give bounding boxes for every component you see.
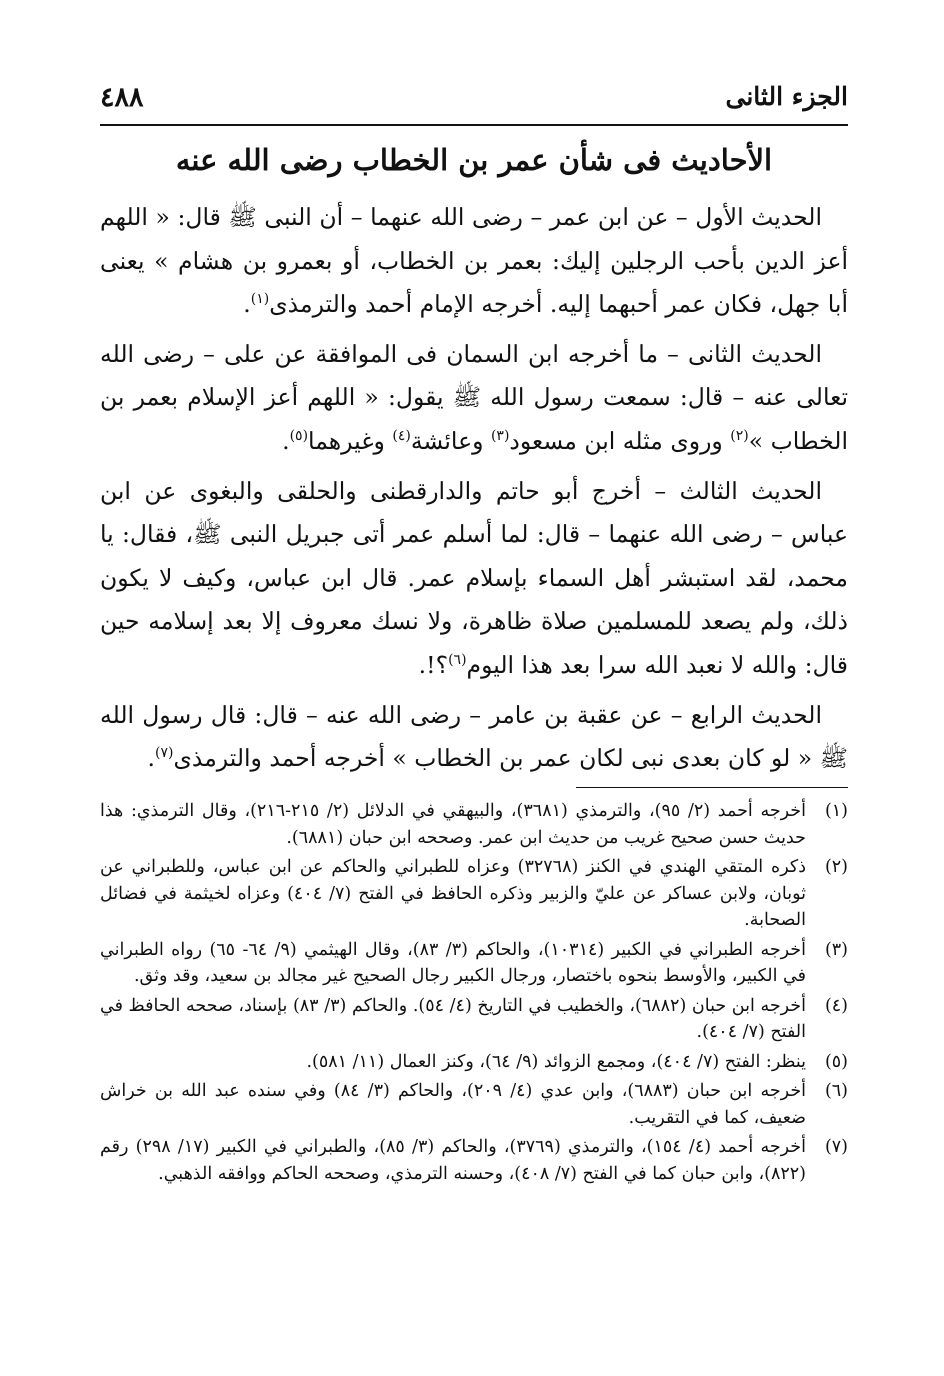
footnote-text: أخرجه الطبراني في الكبير (١٠٣١٤)، والحاكم (٣/ ٨٣)، وقال الهيثمي (٩/ ٦٤- ٦٥) رواه الطبراني في الكبير، والأوسط بنحوه باختصار، ورجال الكبير رجال الصحيح غير مجالد بن سعيد، وقد وثق.: [100, 939, 806, 986]
main-text: [100, 196, 848, 787]
footnote-separator: [576, 787, 848, 788]
footnote-reference: (٢): [730, 428, 749, 445]
footnotes-section: [100, 798, 848, 1190]
footnote-text: ينظر: الفتح (٧/ ٤٠٤)، ومجمع الزوائد (٩/ ٦٤)، وكنز العمال (١١/ ٥٨١).: [306, 1051, 806, 1072]
hadith-text: ؟!.: [418, 650, 449, 679]
footnote-number: (٤): [824, 995, 848, 1016]
hadith-paragraph: [100, 196, 848, 327]
footnote-reference: (١): [250, 291, 270, 308]
footnote-number: (٢): [824, 857, 848, 877]
footnote-text: أخرجه ابن حبان (٦٨٨٢)، والخطيب في التاريخ (٤/ ٥٤). والحاكم (٣/ ٨٣) بإسناد، صححه الحافظ في الفتح (٧/ ٤٠٤).: [100, 995, 806, 1042]
footnote-text: أخرجه ابن حبان (٦٨٨٣)، وابن عدي (٤/ ٢٠٩)، والحاكم (٣/ ٨٤) وفي سنده عبد الله بن خراش ضعيف، كما في التقريب.: [100, 1081, 806, 1128]
footnote-number: (٦): [824, 1081, 848, 1101]
page-header: [100, 82, 848, 122]
footnote-reference: (٧): [155, 745, 174, 762]
hadith-paragraph: [100, 333, 848, 464]
hadith-paragraph: [100, 694, 848, 781]
part-title: الجزء الثانى: [725, 82, 848, 111]
hadith-text: .: [282, 426, 290, 455]
chapter-title: الأحاديث فى شأن عمر بن الخطاب رضى الله عنه: [175, 143, 773, 177]
footnote: [100, 854, 848, 934]
footnote-number: (٥): [824, 1051, 848, 1072]
hadith-paragraph: [100, 470, 848, 688]
footnote-text: ذكره المتقي الهندي في الكنز (٣٢٧٦٨) وعزاه للطبراني والحاكم عن ابن عباس، وللطبراني عن ثوبان، ولابن عساكر عن عليّ والزبير وذكره الحافظ في الفتح (٧/ ٤٠٤) وعزاه لخيثمة في فضائل الصحابة.: [100, 857, 806, 930]
footnote: [100, 1049, 848, 1076]
page-number: ٤٨٨: [100, 82, 144, 113]
hadith-text: وروى مثله ابن مسعود: [509, 426, 731, 455]
hadith-text: .: [147, 744, 156, 773]
footnote-text: أخرجه أحمد (٤/ ١٥٤)، والترمذي (٣٧٦٩)، والحاكم (٣/ ٨٥)، والطبراني في الكبير (١٧/ ٢٩٨) رقم (٨٢٢)، وابن حبان كما في الفتح (٧/ ٤٠٨)، وحسنه الترمذي، وصححه الحاكم ووافقه الذهبي.: [100, 1137, 806, 1184]
footnote: [100, 993, 848, 1046]
footnote-text: أخرجه أحمد (٢/ ٩٥)، والترمذي (٣٦٨١)، والبيهقي في الدلائل (٢/ ٢١٥-٢١٦)، وقال الترمذي: هذا حديث حسن صحيح غريب من حديث ابن عمر. وصححه ابن حبان (٦٨٨١).: [100, 801, 806, 848]
footnote-reference: (٣): [490, 428, 510, 445]
footnote-number: (٧): [824, 1137, 848, 1157]
footnote-reference: (٤): [392, 428, 411, 445]
footnote: [100, 798, 848, 851]
hadith-text: وعائشة: [410, 426, 491, 455]
footnote-reference: (٥): [289, 428, 309, 445]
book-page: [100, 0, 848, 1376]
footnote: [100, 937, 848, 990]
hadith-text: الحديث الثانى – ما أخرجه ابن السمان فى الموافقة عن على – رضى الله تعالى عنه – قال: سمعت رسول الله ﷺ يقول: « اللهم أعز الإسلام بعمر بن الخطاب »: [100, 339, 848, 455]
header-rule: [100, 124, 848, 126]
footnote: [100, 1078, 848, 1131]
footnote-number: (١): [824, 801, 848, 821]
footnote: [100, 1134, 848, 1187]
hadith-text: الحديث الثالث – أخرج أبو حاتم والدارقطنى والحلقى والبغوى عن ابن عباس – رضى الله عنهما – قال: لما أسلم عمر أتى جبريل النبى ﷺ، فقال: يا محمد، لقد استبشر أهل السماء بإسلام عمر. قال ابن عباس، وكيف لا يكون ذلك، ولم يصعد للمسلمين صلاة ظاهرة، ولا نسك معروف إلا بعد إسلامه حين قال: والله لا نعبد الله سرا بعد هذا اليوم: [100, 476, 848, 679]
footnote-number: (٣): [824, 939, 848, 960]
hadith-text: الحديث الأول – عن ابن عمر – رضى الله عنهما – أن النبى ﷺ قال: « اللهم أعز الدين بأحب الرجلين إليك: بعمر بن الخطاب، أو بعمرو بن هشام » يعنى أبا جهل، فكان عمر أحبهما إليه. أخرجه الإمام أحمد والترمذى: [100, 203, 848, 319]
hadith-text: وغيرهما: [308, 426, 393, 455]
footnote-reference: (٦): [448, 652, 467, 669]
hadith-text: .: [243, 290, 251, 319]
hadith-text: الحديث الرابع – عن عقبة بن عامر – رضى الله عنه – قال: قال رسول الله ﷺ « لو كان بعدى نبى لكان عمر بن الخطاب » أخرجه أحمد والترمذى: [100, 700, 848, 773]
